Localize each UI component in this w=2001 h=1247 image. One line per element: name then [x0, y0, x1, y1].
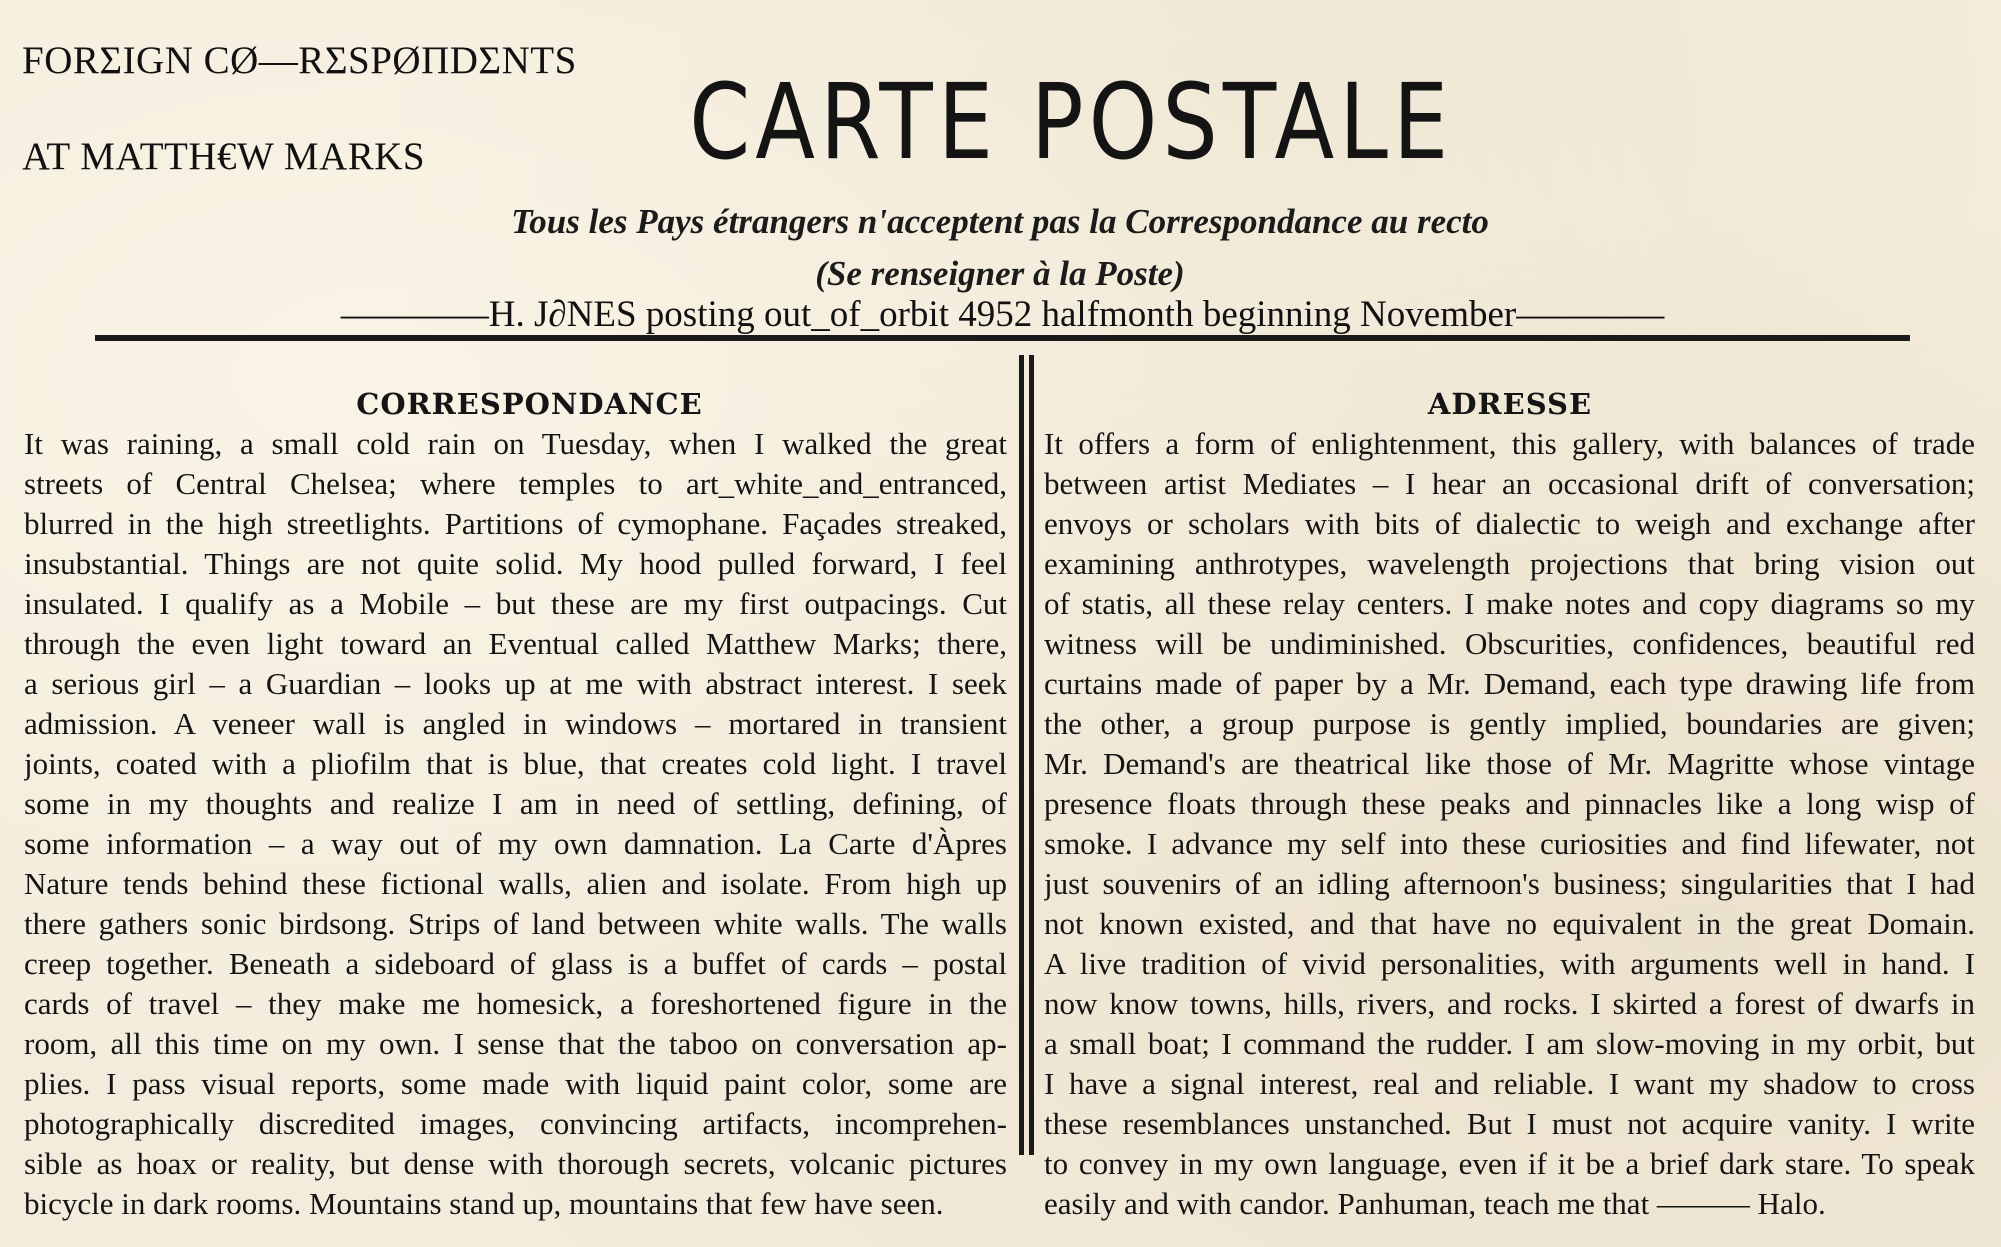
text-line: admission. A veneer wall is angled in windows – mortared in transient — [24, 706, 1007, 741]
corner-heading-line-1: FORΣIGN CØ—RΣSPØΠDΣNTS — [22, 39, 577, 82]
text-line: easily and with candor. Panhuman, teach me that ——— Halo. — [1044, 1186, 1826, 1221]
text-line: room, all this time on my own. I sense that the taboo on conversation ap- — [24, 1026, 1007, 1061]
text-line: curtains made of paper by a Mr. Demand, each type drawing life from — [1044, 666, 1975, 701]
text-line: Nature tends behind these fictional walls, alien and isolate. From high up — [24, 866, 1007, 901]
text-line: cards of travel – they make me homesick, a foreshortened figure in the — [24, 986, 1007, 1021]
subtitle-instruction: (Se renseigner à la Poste) — [815, 254, 1185, 293]
text-line: joints, coated with a pliofilm that is blue, that creates cold light. I travel — [24, 746, 1007, 781]
text-line: sible as hoax or reality, but dense with thorough secrets, volcanic pictures — [24, 1146, 1007, 1181]
adresse-column — [1044, 424, 1975, 1224]
text-line: of statis, all these relay centers. I make notes and copy diagrams so my — [1044, 586, 1975, 621]
text-line: envoys or scholars with bits of dialectic to weigh and exchange after — [1044, 506, 1975, 541]
correspondance-column — [24, 424, 1007, 1224]
text-line: the other, a group purpose is gently implied, boundaries are given; — [1044, 706, 1975, 741]
text-line: there gathers sonic birdsong. Strips of land between white walls. The walls — [24, 906, 1007, 941]
text-line: creep together. Beneath a sideboard of glass is a buffet of cards – postal — [24, 946, 1007, 981]
adresse-heading: ADRESSE — [1427, 387, 1593, 421]
corner-heading-line-2: AT MATTH€W MARKS — [22, 135, 426, 178]
text-line: Mr. Demand's are theatrical like those of Mr. Magritte whose vintage — [1044, 746, 1975, 781]
posting-line: ————H. J∂NES posting out_of_orbit 4952 halfmonth beginning November———— — [340, 294, 1665, 335]
text-line: through the even light toward an Eventual called Matthew Marks; there, — [24, 626, 1007, 661]
text-line: not known existed, and that have no equivalent in the great Domain. — [1044, 906, 1975, 941]
text-line: examining anthrotypes, wavelength projections that bring vision out — [1044, 546, 1975, 581]
text-line: photographically discredited images, convincing artifacts, incomprehen- — [24, 1106, 1007, 1141]
text-line: some in my thoughts and realize I am in need of settling, defining, of — [24, 786, 1007, 821]
text-line: just souvenirs of an idling afternoon's business; singularities that I had — [1044, 866, 1975, 901]
text-line: I have a signal interest, real and reliable. I want my shadow to cross — [1044, 1066, 1975, 1101]
subtitle-notice: Tous les Pays étrangers n'acceptent pas la Correspondance au recto — [511, 202, 1489, 241]
text-line: a small boat; I command the rudder. I am slow-moving in my orbit, but — [1044, 1026, 1975, 1061]
text-line: between artist Mediates – I hear an occasional drift of conversation; — [1044, 466, 1975, 501]
text-line: blurred in the high streetlights. Partitions of cymophane. Façades streaked, — [24, 506, 1007, 541]
text-line: some information – a way out of my own damnation. La Carte d'Àpres — [24, 826, 1007, 861]
text-line: plies. I pass visual reports, some made with liquid paint color, some are — [24, 1066, 1007, 1101]
text-line: these resemblances unstanched. But I must not acquire vanity. I write — [1044, 1106, 1975, 1141]
text-line: It offers a form of enlightenment, this gallery, with balances of trade — [1044, 426, 1975, 461]
text-line: A live tradition of vivid personalities, with arguments well in hand. I — [1044, 946, 1975, 981]
carte-postale-title: CARTE POSTALE — [689, 61, 1454, 183]
text-line: insubstantial. Things are not quite solid. My hood pulled forward, I feel — [24, 546, 1007, 581]
text-line: It was raining, a small cold rain on Tuesday, when I walked the great — [24, 426, 1007, 461]
text-line: streets of Central Chelsea; where temples to art_white_and_entranced, — [24, 466, 1007, 501]
column-divider-left — [1019, 355, 1024, 1155]
column-divider-right — [1029, 355, 1034, 1155]
text-line: smoke. I advance my self into these curiosities and find lifewater, not — [1044, 826, 1975, 861]
text-line: witness will be undiminished. Obscurities, confidences, beautiful red — [1044, 626, 1975, 661]
text-line: a serious girl – a Guardian – looks up at me with abstract interest. I seek — [24, 666, 1007, 701]
text-line: to convey in my own language, even if it be a brief dark stare. To speak — [1044, 1146, 1975, 1181]
text-line: insulated. I qualify as a Mobile – but these are my first outpacings. Cut — [24, 586, 1007, 621]
header-rule — [95, 335, 1910, 341]
text-line: bicycle in dark rooms. Mountains stand up, mountains that few have seen. — [24, 1186, 944, 1221]
text-line: now know towns, hills, rivers, and rocks. I skirted a forest of dwarfs in — [1044, 986, 1975, 1021]
correspondance-heading: CORRESPONDANCE — [356, 387, 703, 421]
text-line: presence floats through these peaks and pinnacles like a long wisp of — [1044, 786, 1975, 821]
